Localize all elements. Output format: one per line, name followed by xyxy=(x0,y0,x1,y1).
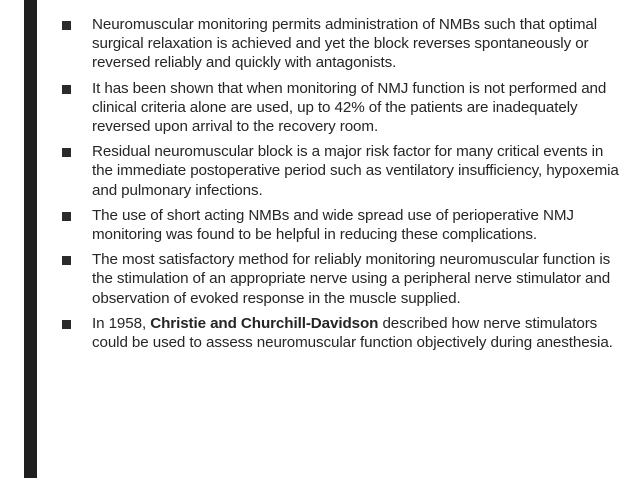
square-bullet-icon xyxy=(62,320,71,329)
bullet-item-1 xyxy=(62,15,622,73)
bullet-list xyxy=(62,15,622,358)
bullet-item-2 xyxy=(62,79,622,137)
bullet-text-1: Neuromuscular monitoring permits administration of NMBs such that optimal surgical relaxation is achieved and yet the block reverses spontaneously or reversed reliably and quickly with antagonists. xyxy=(92,16,598,72)
square-bullet-icon xyxy=(62,256,71,265)
bullet-text-4: The use of short acting NMBs and wide spread use of perioperative NMJ monitoring was found to be helpful in reducing these complications. xyxy=(92,206,574,244)
bullet-text-3: Residual neuromuscular block is a major risk factor for many critical events in the immediate postoperative period such as ventilatory insufficiency, hypoxemia and pulmonary infections. xyxy=(92,143,619,199)
bullet-text-6-authors: Christie and Churchill-Davidson xyxy=(150,314,379,332)
square-bullet-icon xyxy=(62,212,71,221)
square-bullet-icon xyxy=(62,148,71,157)
bullet-item-6 xyxy=(62,314,622,352)
bullet-text-6-suffix: described how nerve stimulators could be used to assess neuromuscular function objectively during anesthesia. xyxy=(92,314,613,352)
bullet-text-2: It has been shown that when monitoring of NMJ function is not performed and clinical criteria alone are used, up to 42% of the patients are inadequately reversed upon arrival to the recovery room. xyxy=(92,79,607,136)
bullet-text-6-prefix: In 1958, xyxy=(92,314,151,332)
bullet-item-4 xyxy=(62,206,622,244)
bullet-text-5: The most satisfactory method for reliably monitoring neuromuscular function is the stimulation of an appropriate nerve using a peripheral nerve stimulator and observation of evoked response in the muscle supplied. xyxy=(92,251,611,307)
square-bullet-icon xyxy=(62,21,71,30)
left-accent-bar xyxy=(24,0,37,478)
bullet-item-5 xyxy=(62,250,622,308)
bullet-item-3 xyxy=(62,142,622,200)
square-bullet-icon xyxy=(62,85,71,94)
